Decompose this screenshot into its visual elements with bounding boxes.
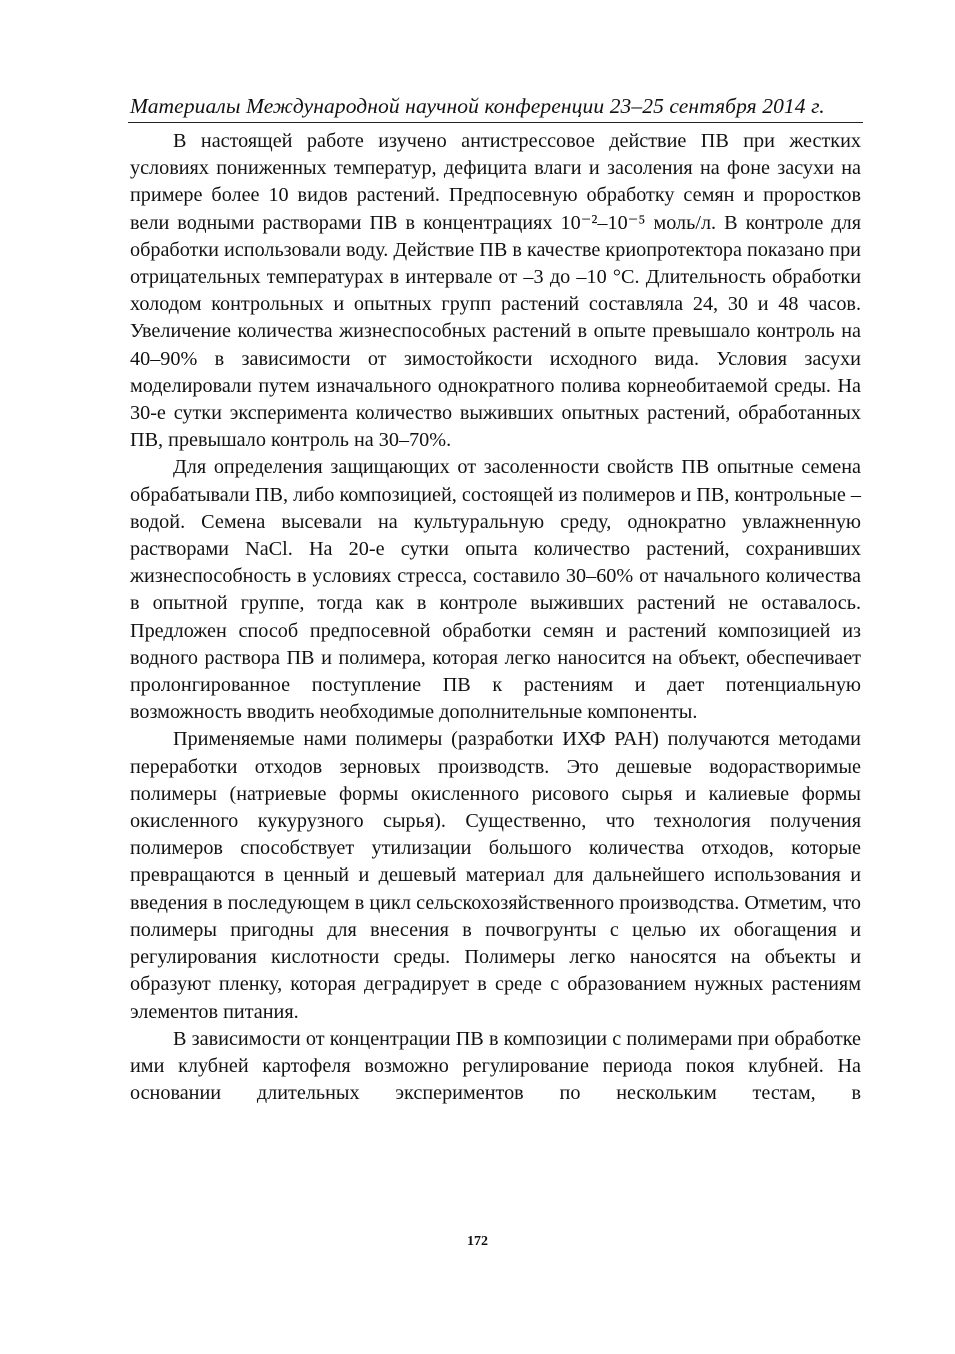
paragraph-2: Для определения защищающих от засоленности свойств ПВ опытные семена обрабатывали ПВ, либо композицией, состоящей из полимеров и ПВ, контрольные – водой. Семена высевали на культуральную среду, однократно увлажненную растворами NaCl. На 20-е сутки опыта количество растений, сохранивших жизнеспособность в условиях стресса, составило 30–60% от начального количества в опытной группе, тогда как в контроле выживших растений не оставалось. Предложен способ предпосевной обработки семян и растений композицией из водного раствора ПВ и полимера, которая легко наносится на объект, обеспечивает пролонгированное поступление ПВ к растениям и дает потенциальную возможность вводить необходимые дополнительные компоненты. xyxy=(130,456,861,724)
running-header: Материалы Международной научной конференции 23–25 сентября 2014 г. xyxy=(130,94,825,118)
body-text xyxy=(130,128,861,1107)
paragraph-1: В настоящей работе изучено антистрессовое действие ПВ при жестких условиях пониженных температур, дефицита влаги и засоления на фоне засухи на примере более 10 видов растений. Предпосевную обработку семян и проростков вели водными растворами ПВ в концентрациях 10⁻²–10⁻⁵ моль/л. В контроле для обработки использовали воду. Действие ПВ в качестве криопротектора показано при отрицательных температурах в интервале от –3 до –10 °С. Длительность обработки холодом контрольных и опытных групп растений составляла 24, 30 и 48 часов. Увеличение количества жизнеспособных растений в опыте превышало контроль на 40–90% в зависимости от зимостойкости исходного вида. Условия засухи моделировали путем изначального однократного полива корнеобитаемой среды. На 30-е сутки эксперимента количество выживших опытных растений, обработанных ПВ, превышало контроль на 30–70%. xyxy=(130,130,861,452)
header-rule xyxy=(128,122,863,123)
paragraph-4: В зависимости от концентрации ПВ в композиции с полимерами при обработке ими клубней картофеля возможно регулирование периода покоя клубней. На основании длительных экспериментов по нескольким тестам, в xyxy=(130,1027,861,1105)
page-number: 172 xyxy=(467,1234,488,1249)
paragraph-3: Применяемые нами полимеры (разработки ИХФ РАН) получаются методами переработки отходов зерновых производств. Это дешевые водорастворимые полимеры (натриевые формы окисленного рисового сырья и калиевые формы окисленного кукурузного сырья). Существенно, что технология получения полимеров способствует утилизации большого количества отходов, которые превращаются в ценный и дешевый материал для дальнейшего использования и введения в последующем в цикл сельскохозяйственного производства. Отметим, что полимеры пригодны для внесения в почвогрунты с целью их обогащения и регулирования кислотности среды. Полимеры легко наносятся на объекты и образуют пленку, которая деградирует в среде с образованием нужных растениям элементов питания. xyxy=(130,728,861,1023)
